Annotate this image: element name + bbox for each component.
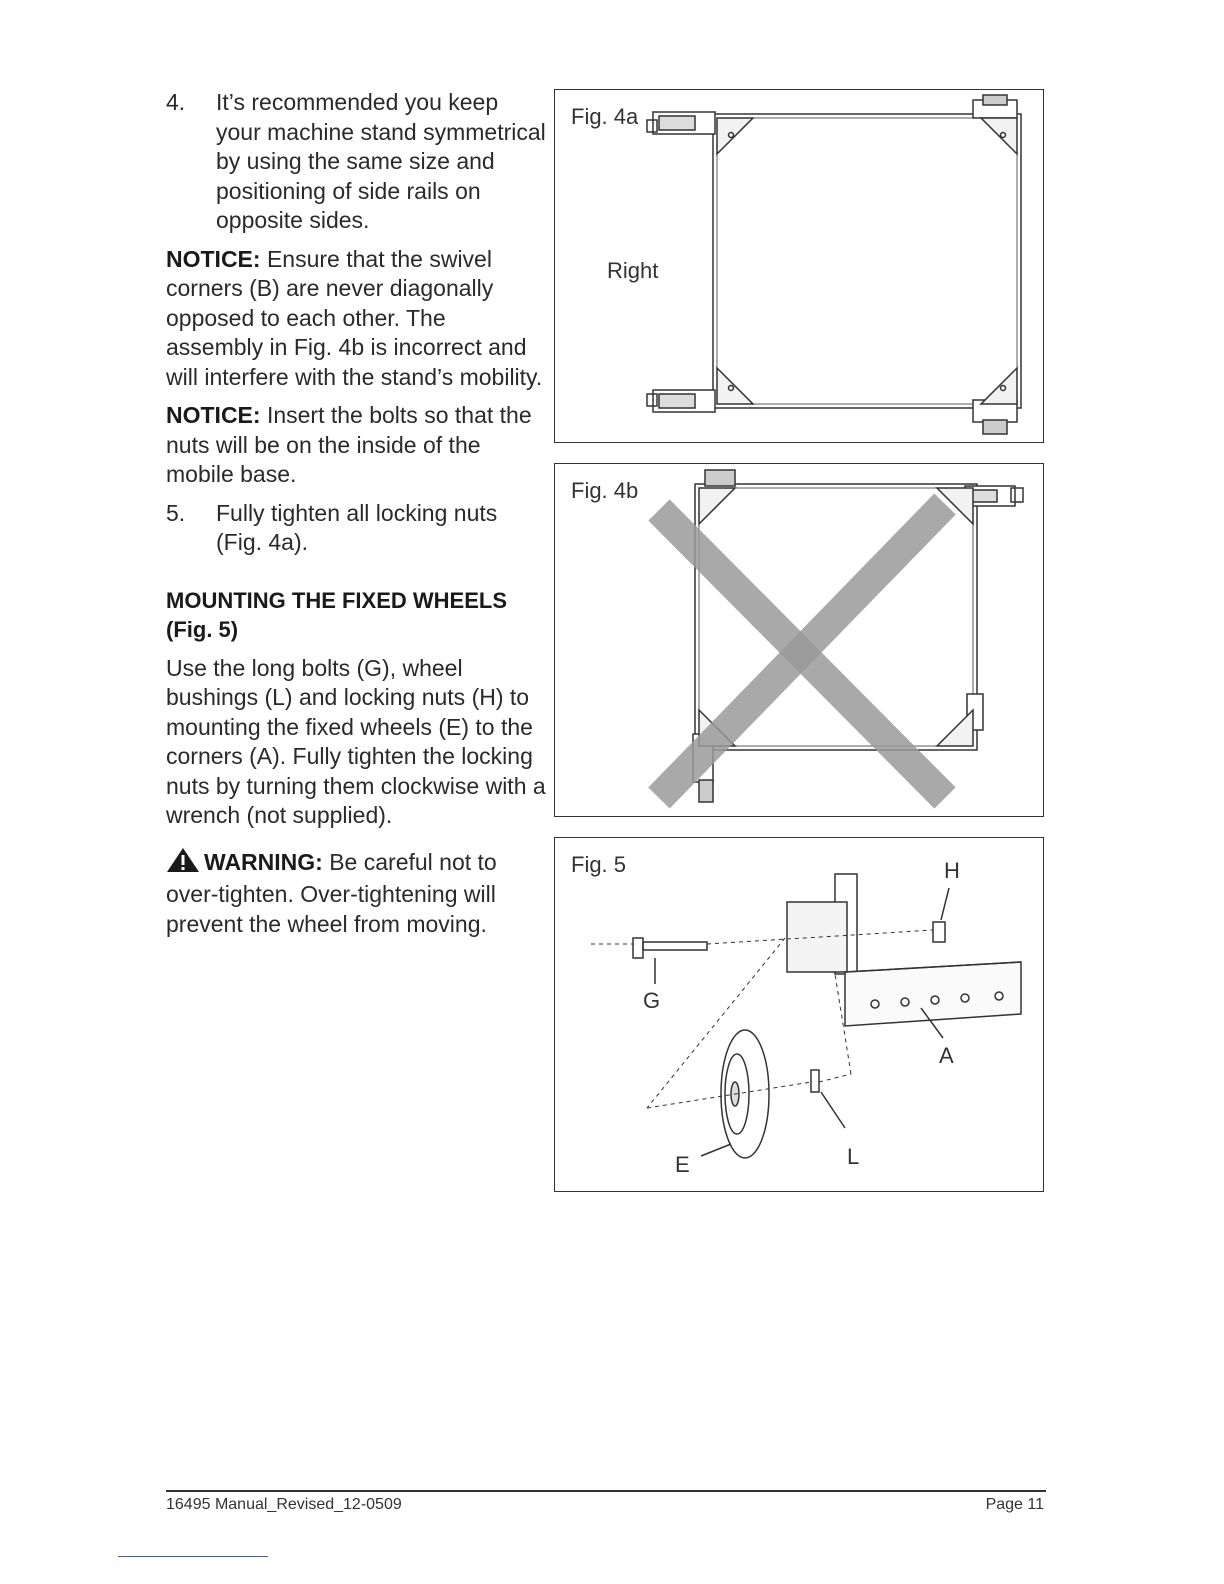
notice-label: NOTICE: xyxy=(166,245,261,272)
warning-triangle-icon xyxy=(166,847,200,881)
fig-label: Fig. 4a xyxy=(571,104,639,129)
body-text-column xyxy=(166,88,546,939)
mounting-instructions: Use the long bolts (G), wheel bushings (L) and locking nuts (H) to mounting the fixed wheels (E) to the corners (A). Fully tighten the locking nuts by turning them clockwise with a wrench (not supplied). xyxy=(166,654,546,828)
fig-label: Fig. 4b xyxy=(571,478,639,503)
notice-text: Ensure that the swivel corners (B) are never diagonally opposed to each other. The assembly in Fig. 4b is incorrect and will interfere with the stand’s mobility. xyxy=(166,245,543,390)
notice-label: NOTICE: xyxy=(166,402,261,428)
figure-4a xyxy=(554,89,1044,443)
part-label-e: E xyxy=(675,1152,690,1177)
step-text: Fully tighten all locking nuts (Fig. 4a). xyxy=(216,499,498,555)
fig-4b-drawing xyxy=(555,464,1045,818)
fig-5-drawing xyxy=(555,838,1045,1193)
bottom-link-underline xyxy=(118,1556,268,1557)
footer-divider xyxy=(166,1490,1046,1492)
section-heading: MOUNTING THE FIXED WHEELS (Fig. 5) xyxy=(166,587,507,642)
part-label-h: H xyxy=(944,858,960,883)
notice-swivel-corners xyxy=(166,245,546,393)
warning-label: WARNING: xyxy=(204,848,323,875)
footer-document-id: 16495 Manual_Revised_12-0509 xyxy=(166,1496,402,1513)
side-label-right: Right xyxy=(607,258,659,283)
footer-page-number: Page 11 xyxy=(985,1496,1044,1513)
step-4 xyxy=(166,88,546,236)
part-label-l: L xyxy=(847,1144,860,1169)
figure-4b xyxy=(554,463,1044,817)
warning-text: Be careful not to over-tighten. Over-tightening will prevent the wheel from moving. xyxy=(166,848,497,937)
fig-label: Fig. 5 xyxy=(571,852,627,877)
step-5 xyxy=(166,499,546,558)
notice-text: Insert the bolts so that the nuts will be on the inside of the mobile base. xyxy=(166,402,532,487)
step-text: It’s recommended you keep your machine stand symmetrical by using the same size and positioning of side rails on opposite sides. xyxy=(216,89,546,233)
step-number: 5. xyxy=(166,499,186,526)
incorrect-x-mark xyxy=(659,504,945,798)
notice-bolts xyxy=(166,401,546,490)
part-label-g: G xyxy=(643,988,661,1013)
part-label-a: A xyxy=(939,1043,954,1068)
warning-paragraph xyxy=(166,847,546,940)
step-number: 4. xyxy=(166,89,186,115)
figure-5 xyxy=(554,837,1044,1192)
